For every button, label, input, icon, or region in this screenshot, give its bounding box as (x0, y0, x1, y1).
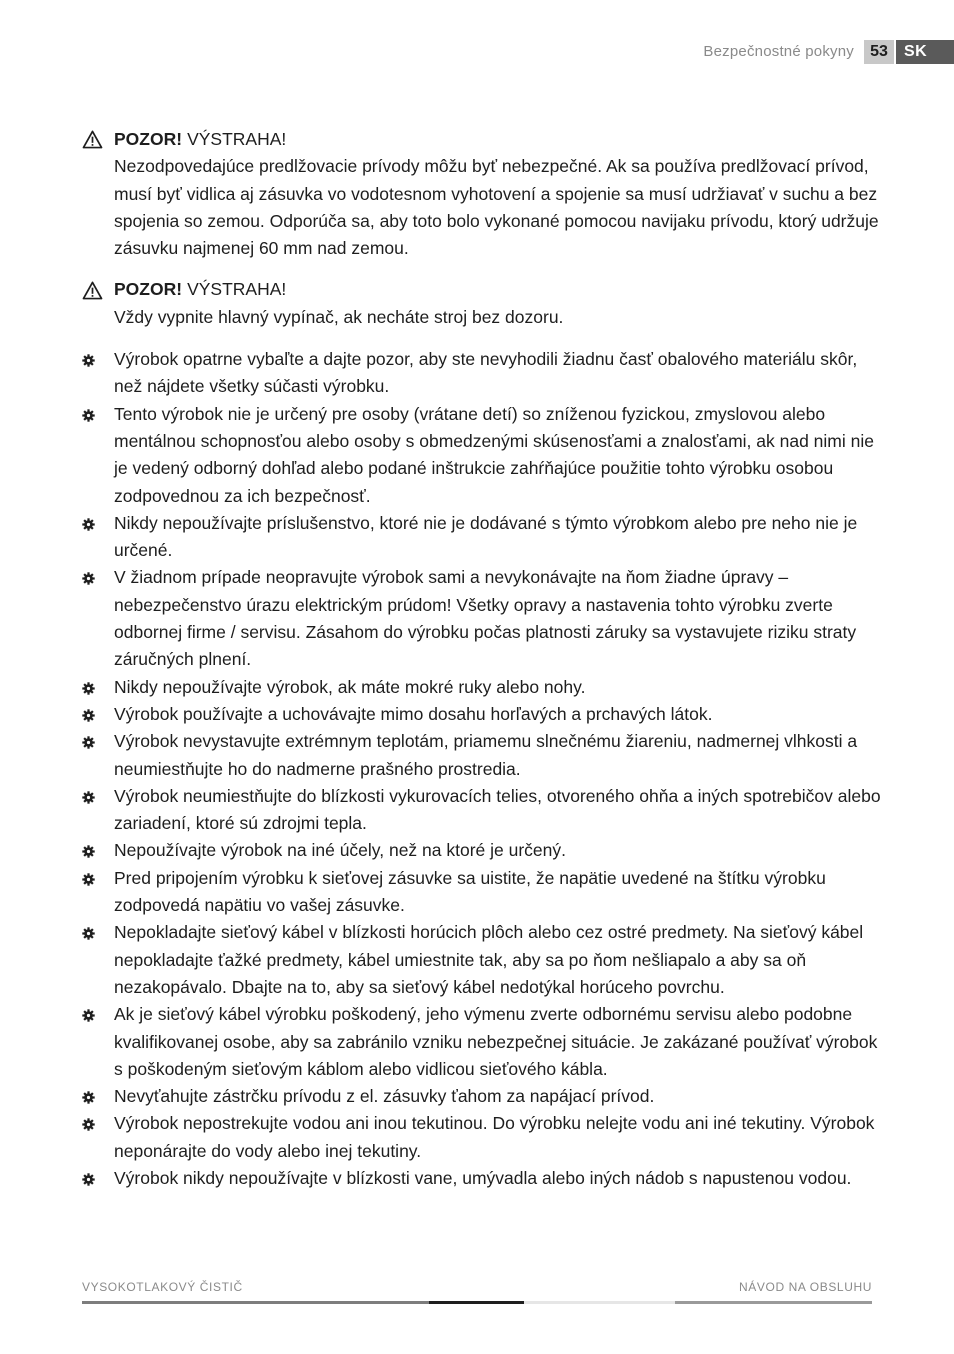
warning-label: VÝSTRAHA! (187, 279, 287, 300)
list-item-text: Nikdy nepoužívajte výrobok, ak máte mokré ruky alebo nohy. (114, 676, 586, 697)
gear-bullet-icon (82, 709, 95, 722)
warning-block (82, 126, 882, 262)
gear-bullet-icon (82, 1009, 95, 1022)
gear-bullet-icon (82, 354, 95, 367)
warning-triangle-icon (82, 281, 114, 300)
list-item (82, 346, 882, 401)
warning-strong: POZOR! (114, 279, 183, 300)
list-item-text: Výrobok nevystavujte extrémnym teplotám, priamemu slnečnému žiareniu, nadmernej vlhkosti a neumiestňujte ho do nadmerne prašného prostredia. (114, 731, 858, 779)
gear-bullet-icon (82, 682, 95, 695)
gear-bullet-icon (82, 409, 95, 422)
gear-bullet-icon (82, 845, 95, 858)
list-item-text: Výrobok opatrne vybaľte a dajte pozor, aby ste nevyhodili žiadnu časť obalového materiálu skôr, než nájdete všetky súčasti výrobku. (114, 349, 858, 397)
gear-bullet-icon (82, 1091, 95, 1104)
list-item-text: Nepoužívajte výrobok na iné účely, než na ktoré je určený. (114, 840, 567, 861)
list-item (82, 1110, 882, 1165)
footer-bar-segment (524, 1301, 675, 1304)
list-item-text: Ak je sieťový kábel výrobku poškodený, jeho výmenu zverte odbornému servisu alebo podobne kvalifikovanej osobe, aby sa zabránilo vzniku nebezpečnej situácie. Je zakázané používať výrobok s poškodeným sieťovým káblom alebo vidlicou sieťového kábla. (114, 1004, 878, 1079)
list-item-text: Tento výrobok nie je určený pre osoby (vrátane detí) so zníženou fyzickou, zmyslovou alebo mentálnou schopnosťou alebo osoby s obmedzenými skúsenosťami a znalosťami, ak nad nimi nie je vedený odborný dohľad alebo podané inštrukcie zahŕňajúce použitie tohto výrobku osobou zodpovednou za ich bezpečnosť. (114, 403, 874, 506)
page-content (82, 126, 882, 1192)
section-title: Bezpečnostné pokyny (703, 43, 854, 60)
list-item (82, 510, 882, 565)
warning-label: VÝSTRAHA! (187, 129, 287, 149)
warning-title (82, 276, 882, 303)
list-item-text: Nikdy nepoužívajte príslušenstvo, ktoré nie je dodávané s týmto výrobkom alebo pre neho nie je určené. (114, 512, 858, 561)
footer-bar-segment (429, 1301, 524, 1304)
list-item (82, 728, 882, 783)
list-item (82, 401, 882, 510)
warning-triangle-icon (82, 130, 114, 149)
page-number: 53 (864, 40, 894, 64)
footer-bar-segment (675, 1301, 872, 1304)
warning-title (82, 126, 882, 153)
list-item-text: Výrobok neumiestňujte do blízkosti vykurovacích telies, otvoreného ohňa a iných spotrebičov alebo zariadení, ktoré sú zdrojmi tepla. (114, 785, 881, 834)
list-item (82, 564, 882, 673)
list-item-text: Výrobok nikdy nepoužívajte v blízkosti vane, umývadla alebo iných nádob s napustenou vodou. (114, 1167, 852, 1188)
gear-bullet-icon (82, 518, 95, 531)
gear-bullet-icon (82, 873, 95, 886)
list-item (82, 701, 882, 728)
warning-strong: POZOR! (114, 129, 183, 149)
list-item-text: Výrobok používajte a uchovávajte mimo dosahu horľavých a prchavých látok. (114, 703, 713, 724)
gear-bullet-icon (82, 736, 95, 749)
list-item (82, 837, 882, 864)
footer-manual-title: NÁVOD NA OBSLUHU (739, 1280, 872, 1294)
warning-text: Nezodpovedajúce predlžovacie prívody môžu byť nebezpečné. Ak sa používa predlžovací prívod, musí byť vidlica aj zásuvka vo vodotesnom vyhotovení a spojenie sa musí udržiavať v suchu a bez spojenia so zemou. Odporúča sa, aby toto bolo vykonané pomocou navijaku prívodu, ktorý udržuje zásuvku najmenej 60 mm nad zemou. (114, 156, 879, 259)
gear-bullet-icon (82, 1118, 95, 1131)
list-item (82, 1165, 882, 1192)
gear-bullet-icon (82, 791, 95, 804)
list-item (82, 783, 882, 838)
list-item-text: Výrobok nepostrekujte vodou ani inou tekutinou. Do výrobku nelejte vodu ani iné tekutiny. Výrobok neponárajte do vody alebo inej tekutiny. (114, 1113, 875, 1161)
footer-bar-segment (82, 1301, 429, 1304)
page-header (703, 40, 954, 64)
warning-text: Vždy vypnite hlavný vypínač, ak necháte stroj bez dozoru. (114, 306, 564, 327)
list-item (82, 1083, 882, 1110)
list-item-text: Nepokladajte sieťový kábel v blízkosti horúcich plôch alebo cez ostré predmety. Na sieťový kábel nepokladajte ťažké predmety, kábel umiestnite tak, aby sa po ňom nešliapalo a aby sa oň nezakopávalo. Dbajte na to, aby sa sieťový kábel nedotýkal horúceho povrchu. (114, 922, 864, 997)
footer-product-name: VYSOKOTLAKOVÝ ČISTIČ (82, 1280, 243, 1294)
list-item-text: Pred pripojením výrobku k sieťovej zásuvke sa uistite, že napätie uvedené na štítku výrobku zodpovedá napätiu vo vašej zásuvke. (114, 867, 826, 916)
list-item (82, 674, 882, 701)
warning-block (82, 276, 882, 331)
gear-bullet-icon (82, 572, 95, 585)
list-item-text: V žiadnom prípade neopravujte výrobok sami a nevykonávajte na ňom žiadne úpravy – nebezpečenstvo úrazu elektrickým prúdom! Všetky opravy a nastavenia tohto výrobku zverte odbornej firme / servisu. Zásahom do výrobku počas platnosti záruky sa vystavujete riziku straty záručných plnení. (114, 567, 857, 670)
footer-bar (82, 1301, 872, 1304)
list-item-text: Nevyťahujte zástrčku prívodu z el. zásuvky ťahom za napájací prívod. (114, 1086, 655, 1107)
list-item (82, 1001, 882, 1083)
gear-bullet-icon (82, 1173, 95, 1186)
language-tab: SK (896, 40, 954, 64)
list-item (82, 865, 882, 920)
safety-bullet-list (82, 346, 882, 1192)
list-item (82, 919, 882, 1001)
gear-bullet-icon (82, 927, 95, 940)
